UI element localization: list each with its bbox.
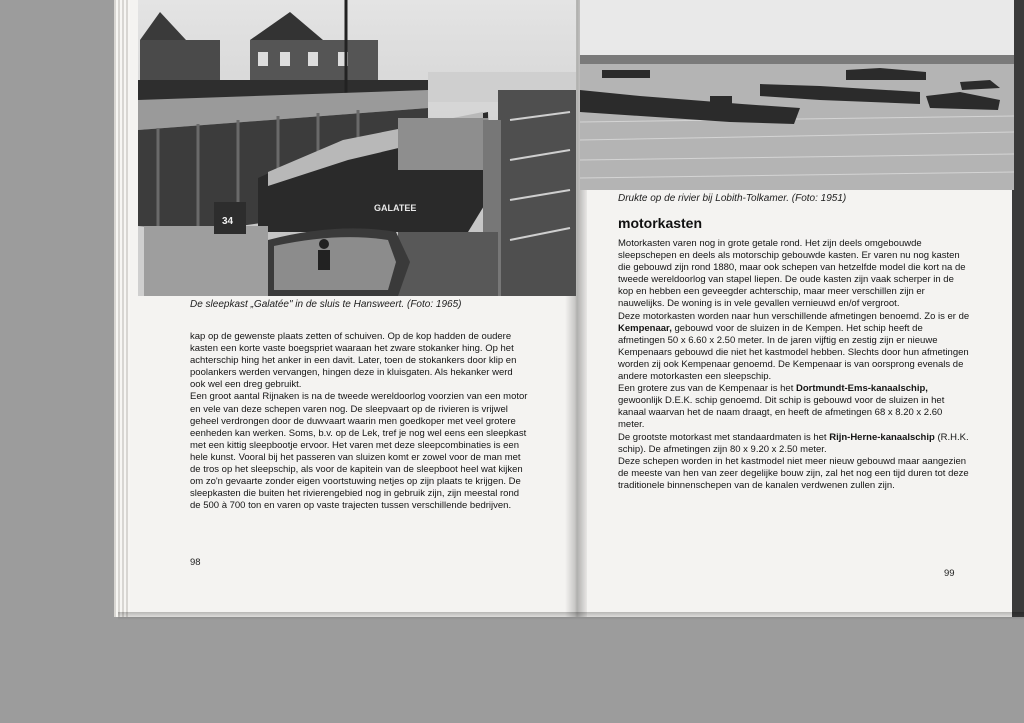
- p2-text-b: gebouwd voor de sluizen in de Kempen. Het schip heeft de afmetingen 50 x 6.60 x 2.50 meter. In de jaren vijftig en zestig zijn er nieuwe Kempenaars gebouwd die niet het kastmodel hebben. Slechts door hun afmetingen worden zij ook Kempenaar genoemd. De Kempenaar is van oorsprong evenals de andere motorkasten een sleepschip.: [618, 322, 969, 383]
- right-paragraph-2: [618, 311, 970, 384]
- p3-text-a: Een grotere zus van de Kempenaar is het: [618, 383, 796, 395]
- page-edges: [114, 0, 130, 617]
- right-photo-caption: Drukte op de rivier bij Lobith-Tolkamer. (Foto: 1951): [618, 193, 847, 204]
- photo-galatee-lock: [138, 0, 576, 296]
- right-paragraph-3: [618, 383, 970, 431]
- photo-lobith-river: [580, 0, 1014, 190]
- page-shadow: [118, 612, 1024, 620]
- photo-lobith-illustration: [580, 0, 1014, 190]
- p4-text-b: (R.H.K. schip). De afmetingen zijn 80 x 9.20 x 2.50 meter.: [618, 431, 969, 455]
- page-number-right: 99: [944, 568, 955, 579]
- right-page-body: [618, 238, 970, 492]
- tug-number-label: 34: [222, 216, 234, 227]
- left-photo-caption: De sleepkast „Galatée" in de sluis te Hansweert. (Foto: 1965): [190, 299, 462, 310]
- right-paragraph-4: [618, 432, 970, 456]
- p2-text-a: Deze motorkasten worden naar hun verschillende afmetingen benoemd. Zo is er de: [618, 310, 970, 322]
- left-page-body: [190, 331, 530, 512]
- term-dek-schip: Dortmundt-Ems-kanaalschip,: [795, 383, 928, 395]
- term-rhk-schip: Rijn-Herne-kanaalschip: [829, 431, 935, 443]
- left-paragraph: kap op de gewenste plaats zetten of schuiven. Op de kop hadden de oudere kasten een korte vaste boegspriet waaraan het zware stokanker hing. Op het achterschip hing het anker in een davit. Later, toen de stokankers door klip en poolankers werden vervangen, hingen deze in kluisgaten. Als hekanker werd ook wel een dreg gebruikt.: [190, 331, 517, 391]
- right-paragraph-5: Deze schepen worden in het kastmodel niet meer nieuw gebouwd maar aangezien de meeste van hen van zeer degelijke bouw zijn, zal het nog een tijd duren tot deze traditionele binnenschepen van de kanalen verdwenen zullen zijn.: [618, 455, 969, 491]
- right-paragraph-1: Motorkasten varen nog in grote getale rond. Het zijn deels omgebouwde sleepschepen en deels als motorschip gebouwde kasten. Er varen nu nog kasten die gebouwd zijn rond 1880, maar ook schepen van hetzelfde model die kort na de tweede wereldoorlog van stapel liepen. De oude kasten zijn vaak scherper in de kop en hebben een geveegder achterschip, maar meer verschillen zijn er nauwelijks. De woning is in vele gevallen vernieuwd en/of vergroot.: [618, 238, 966, 310]
- boat-name-label: GALATEE: [374, 203, 417, 213]
- term-kempenaar: Kempenaar,: [618, 322, 672, 334]
- page-number-left: 98: [190, 557, 201, 568]
- left-paragraph: Een groot aantal Rijnaken is na de tweede wereldoorlog voorzien van een motor en vele van deze schepen varen nog. De sleepvaart op de rivieren is vrijwel geheel verdrongen door de duwvaart waarin men goedkoper met veel grotere eenheden kan werken. Soms, b.v. op de Lek, tref je nog wel eens een sleepkast met een kittig sleepbootje ervoor. Het varen met deze sleepcombinaties is een hele kunst. Vooral bij het passeren van sluizen komt er zowel voor de man met de tros op het sleepschip, als voor de kapitein van de sleepboot heel wat kijken om zo'n gevaarte zonder eigen voortstuwing netjes op zijn plaats te krijgen. De sleepkasten die buiten het rivierengebied nog in gebruik zijn, zijn meestal rond de 500 à 700 ton en varen op vaste trajecten tussen verschillende bedrijven.: [190, 391, 528, 512]
- photo-galatee-illustration: [138, 0, 576, 296]
- section-heading: motorkasten: [618, 215, 703, 231]
- p3-text-b: gewoonlijk D.E.K. schip genoemd. Dit schip is gebouwd voor de sluizen in het kanaal waarvan het de naam draagt, en heeft de afmetingen 68 x 8.20 x 2.60 meter.: [618, 395, 945, 431]
- p4-text-a: De grootste motorkast met standaardmaten is het: [618, 431, 830, 443]
